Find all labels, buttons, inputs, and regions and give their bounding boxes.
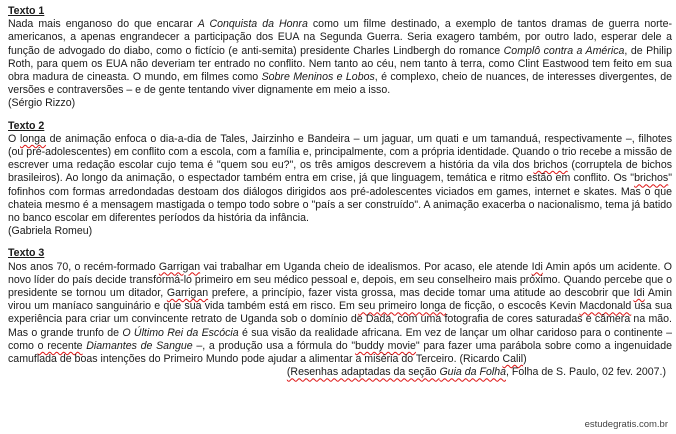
text-run: Idi xyxy=(531,260,543,273)
text-1-heading: Texto 1 xyxy=(8,5,45,17)
text-run: Idi xyxy=(633,287,645,300)
text-2-author: (Gabriela Romeu) xyxy=(8,225,93,238)
text-run: vai trabalhar em Uganda cheio de idealismos. Por acaso, ele atende xyxy=(200,260,532,273)
text-run: buddy movie xyxy=(355,339,416,352)
text-run: de ficção, o escocês Kevin xyxy=(446,300,580,313)
text-run: –, a produção usa a fórmula do " xyxy=(192,339,356,352)
text-run: (corruptela de bichos brasileiros). Ao longo da animação, o espectador também entra em crise, já que linguagem, temática e ritmo estão em conflito. Os " xyxy=(8,159,673,185)
text-run: Amin virou um maníaco sanguinário e que sua vida também está em risco. Em xyxy=(8,287,672,313)
site-watermark: estudegratis.com.br xyxy=(584,419,668,430)
text-run: O xyxy=(8,132,20,145)
text-run: prefere, a princípio, fazer vista grossa, mas decide tomar uma atitude ao descobrir que xyxy=(208,287,634,300)
text-run: , é complexo, cheio de nuances, de interesses divergentes, de versões e contraversões – e de gente tentando viver dignamente em meio a isso. xyxy=(8,71,672,97)
text-run: longa xyxy=(19,132,46,145)
text-run: de animação enfoca o dia-a-dia de Tales, Jairzinho e Bandeira – um jaguar, um quati e um tamanduá, respectivamente –, filhotes (ou pré-adolescentes) em conflito com a escola, com a família e, principalmente, com a própria identidade. Quando o trio recebe a missão de escrever uma redação escolar cujo tema é "quem sou eu?", os três amigos descrevem a história da vila dos xyxy=(8,132,672,172)
text-run: ) xyxy=(523,353,527,366)
text-run: Sobre Meninos e Lobos xyxy=(261,71,375,84)
text-run: " para fazer uma parábola sobre como a ingenuidade camuflada de boas intenções do Primeiro Mundo pode ajudar a alimentar a miséria do Terceiro. (Ricardo xyxy=(8,339,672,366)
text-run: Diamantes de Sangue xyxy=(86,339,193,352)
text-run: Complô contra a América xyxy=(503,44,625,57)
text-run: Garrigan xyxy=(158,260,201,273)
text-run: como um filme destinado, a exemplo de tantos dramas de guerra norte-americanos, a apenas engrandecer a participação dos EUA na Segunda Guerra. Seria exagero também, por outro lado, esperar dele a função de advogado do diabo, como o fictício (e anti-semita) presidente Charles Lindbergh do romance xyxy=(8,18,672,57)
text-run: Amin após um acidente. O novo líder do país decide transformá-lo primeiro em seu médico pessoal e, depois, em seu conselheiro mais próximo. Quando percebe que o presidente se tornou um ditador, xyxy=(8,260,672,300)
text-run: o recente xyxy=(37,339,83,352)
text-1-body xyxy=(8,18,672,97)
text-1 xyxy=(8,5,672,111)
text-run: Nos anos 70, o recém-formado xyxy=(8,260,159,273)
text-run: Garrigan xyxy=(166,287,209,300)
text-run: (Resenhas adaptadas da seção xyxy=(286,366,440,379)
text-run: , de Philip Roth, para quem os EUA não deveriam ter entrado no conflito. Nem tanto ao céu, nem tanto à terra, como Clint Eastwood tem feito em sua obra madura de cineasta. O mundo, em filmes como xyxy=(8,44,673,84)
text-run: seu primeiro longa xyxy=(358,300,447,313)
text-run: , Folha de S. Paulo, 02 fev. 2007.) xyxy=(506,366,666,379)
text-run: usa sua experiência para criar um convincente retrato de Uganda sob o domínio de Dada, com uma fotografia de cores saturadas e câmera na mão. Mas o grande trunfo de xyxy=(8,300,672,339)
text-run: Macdonald xyxy=(579,300,632,313)
text-run: " fofinhos com formas arredondadas destoam dos diálogos dirigidos aos pré-adolescentes viciados em games, internet e skates. Mas o que chateia mesmo é a mensagem mastigada o tempo todo sobre o "país a ser construído". A animação exacerba o nacionalismo, tema já batido no banco escolar em diferentes períodos da história da infância. xyxy=(8,172,672,225)
text-2 xyxy=(8,120,672,239)
document xyxy=(8,5,672,379)
text-3 xyxy=(8,247,672,366)
text-run: brichos xyxy=(533,159,568,172)
text-run: A Conquista da Honra xyxy=(197,18,308,31)
text-run: brichos xyxy=(634,172,669,185)
text-run: Calil xyxy=(502,353,524,366)
text-3-body xyxy=(8,261,672,367)
text-3-heading: Texto 3 xyxy=(8,247,45,260)
text-run: é sua visão da realidade africana. Em vez de lançar um olhar caridoso para o continente – como xyxy=(8,326,672,352)
text-2-body xyxy=(8,133,672,225)
text-1-author: (Sérgio Rizzo) xyxy=(8,97,76,110)
text-run: Nada mais enganoso do que encarar xyxy=(8,18,198,31)
text-run: O Último Rei da Escócia xyxy=(122,326,239,339)
source-citation xyxy=(8,366,672,379)
text-2-heading: Texto 2 xyxy=(8,119,45,132)
text-run: Guia da Folha xyxy=(439,366,506,379)
